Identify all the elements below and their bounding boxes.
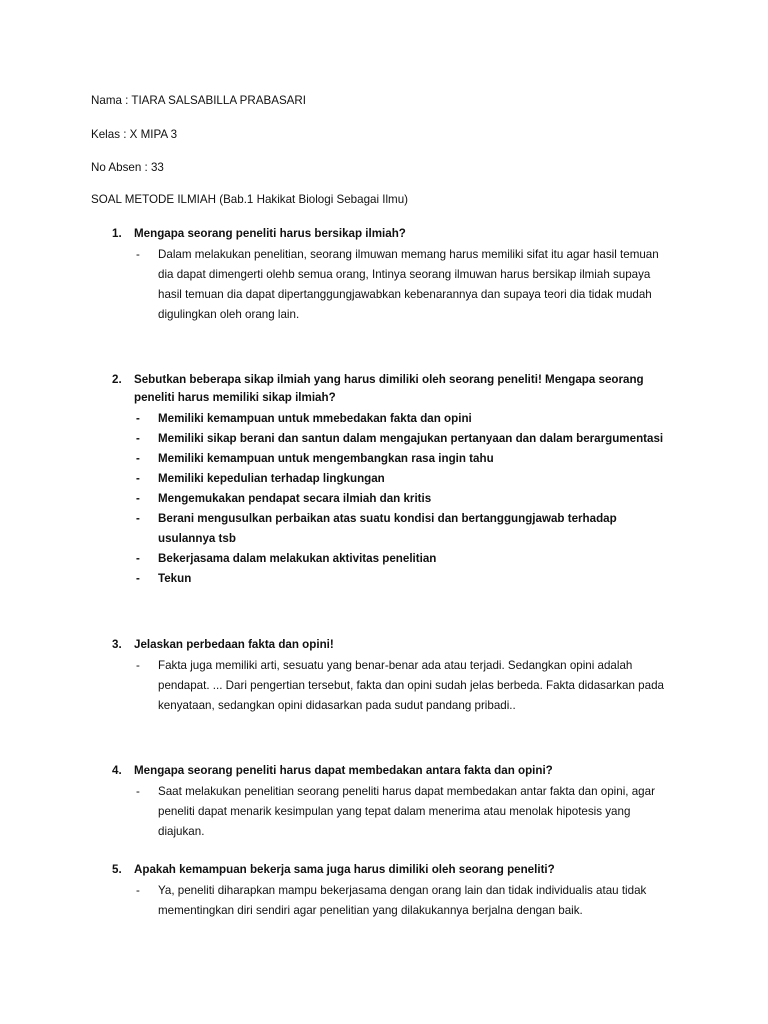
question-5: [112, 861, 672, 921]
answer-text: Memiliki sikap berani dan santun dalam mengajukan pertanyaan dan dalam berargumentasi: [158, 432, 664, 445]
answer-text: Memiliki kemampuan untuk mmebedakan fakta dan opini: [158, 412, 472, 425]
answer-text: Mengemukakan pendapat secara ilmiah dan kritis: [158, 492, 432, 505]
answer-item: - Mengemukakan pendapat secara ilmiah dan kritis: [112, 489, 672, 509]
question-1: [112, 225, 672, 325]
answer-item: - Berani mengusulkan perbaikan atas suatu kondisi dan bertanggungjawab terhadap usulannya tsb: [112, 509, 672, 549]
question-text: Mengapa seorang peneliti harus dapat membedakan antara fakta dan opini?: [134, 764, 553, 777]
question-number: 1.: [112, 227, 122, 240]
question-2: [112, 371, 672, 589]
answer-item: - Memiliki kepedulian terhadap lingkungan: [112, 469, 672, 489]
answer-list: [112, 656, 672, 716]
answer-list: [112, 409, 672, 589]
answer-item: - Memiliki kemampuan untuk mmebedakan fakta dan opini: [112, 409, 672, 429]
question-title: [112, 636, 672, 654]
answer-text: Bekerjasama dalam melakukan aktivitas penelitian: [158, 552, 437, 565]
answer-list: [112, 245, 672, 325]
question-number: 5.: [112, 863, 122, 876]
assignment-title: SOAL METODE ILMIAH (Bab.1 Hakikat Biologi Sebagai Ilmu): [91, 193, 409, 206]
question-title: [112, 861, 672, 879]
question-title: [112, 225, 672, 243]
question-text: Apakah kemampuan bekerja sama juga harus dimiliki oleh seorang peneliti?: [134, 863, 555, 876]
answer-item: - Fakta juga memiliki arti, sesuatu yang benar-benar ada atau terjadi. Sedangkan opini adalah pendapat. ... Dari pengertian tersebut, fakta dan opini sudah jelas berbeda. Fakta didasarkan pada kenyataan, sedangkan opini didasarkan pada sudut pandang pribadi..: [112, 656, 672, 716]
answer-text: Memiliki kemampuan untuk mengembangkan rasa ingin tahu: [158, 452, 494, 465]
answer-list: [112, 881, 672, 921]
answer-text: Dalam melakukan penelitian, seorang ilmuwan memang harus memiliki sifat itu agar hasil temuan dia dapat dimengerti olehb semua orang, Intinya seorang ilmuwan harus bersikap ilmiah supaya hasil temuan dia dapat dipertanggungjawabkan kebenarannya dan supaya teori dia tidak mudah digulingkan oleh orang lain.: [158, 248, 659, 321]
question-title: [112, 371, 672, 407]
answer-item: - Memiliki sikap berani dan santun dalam mengajukan pertanyaan dan dalam berargumentasi: [112, 429, 672, 449]
answer-text: Fakta juga memiliki arti, sesuatu yang benar-benar ada atau terjadi. Sedangkan opini adalah pendapat. ... Dari pengertian tersebut, fakta dan opini sudah jelas berbeda. Fakta didasarkan pada kenyataan, sedangkan opini didasarkan pada sudut pandang pribadi..: [158, 659, 664, 712]
question-title: [112, 762, 672, 780]
answer-text: Saat melakukan penelitian seorang peneliti harus dapat membedakan antar fakta dan opini, agar peneliti dapat menarik kesimpulan yang tepat dalam menerima atau menolak hipotesis yang diajukan.: [158, 785, 655, 838]
answer-text: Memiliki kepedulian terhadap lingkungan: [158, 472, 385, 485]
question-number: 4.: [112, 764, 122, 777]
answer-item: - Saat melakukan penelitian seorang peneliti harus dapat membedakan antar fakta dan opini, agar peneliti dapat menarik kesimpulan yang tepat dalam menerima atau menolak hipotesis yang diajukan.: [112, 782, 672, 842]
question-number: 2.: [112, 373, 122, 386]
question-text: Jelaskan perbedaan fakta dan opini!: [134, 638, 334, 651]
question-4: [112, 762, 672, 842]
answer-item: - Bekerjasama dalam melakukan aktivitas penelitian: [112, 549, 672, 569]
answer-text: Ya, peneliti diharapkan mampu bekerjasama dengan orang lain dan tidak individualis atau tidak mementingkan diri sendiri agar penelitian yang dilakukannya berjalna dengan baik.: [158, 884, 647, 917]
answer-item: - Ya, peneliti diharapkan mampu bekerjasama dengan orang lain dan tidak individualis atau tidak mementingkan diri sendiri agar penelitian yang dilakukannya berjalna dengan baik.: [112, 881, 672, 921]
student-name: Nama : TIARA SALSABILLA PRABASARI: [91, 94, 307, 107]
answer-list: [112, 782, 672, 842]
question-text: Mengapa seorang peneliti harus bersikap ilmiah?: [134, 227, 406, 240]
student-number: No Absen : 33: [91, 161, 164, 174]
question-text: Sebutkan beberapa sikap ilmiah yang harus dimiliki oleh seorang peneliti! Mengapa seorang peneliti harus memiliki sikap ilmiah?: [134, 373, 644, 404]
answer-text: Berani mengusulkan perbaikan atas suatu kondisi dan bertanggungjawab terhadap usulannya tsb: [158, 512, 617, 545]
answer-item: - Tekun: [112, 569, 672, 589]
answer-item: - Dalam melakukan penelitian, seorang ilmuwan memang harus memiliki sifat itu agar hasil temuan dia dapat dimengerti olehb semua orang, Intinya seorang ilmuwan harus bersikap ilmiah supaya hasil temuan dia dapat dipertanggungjawabkan kebenarannya dan supaya teori dia tidak mudah digulingkan oleh orang lain.: [112, 245, 672, 325]
student-class: Kelas : X MIPA 3: [91, 128, 178, 141]
question-number: 3.: [112, 638, 122, 651]
question-3: [112, 636, 672, 716]
answer-item: - Memiliki kemampuan untuk mengembangkan rasa ingin tahu: [112, 449, 672, 469]
answer-text: Tekun: [158, 572, 192, 585]
